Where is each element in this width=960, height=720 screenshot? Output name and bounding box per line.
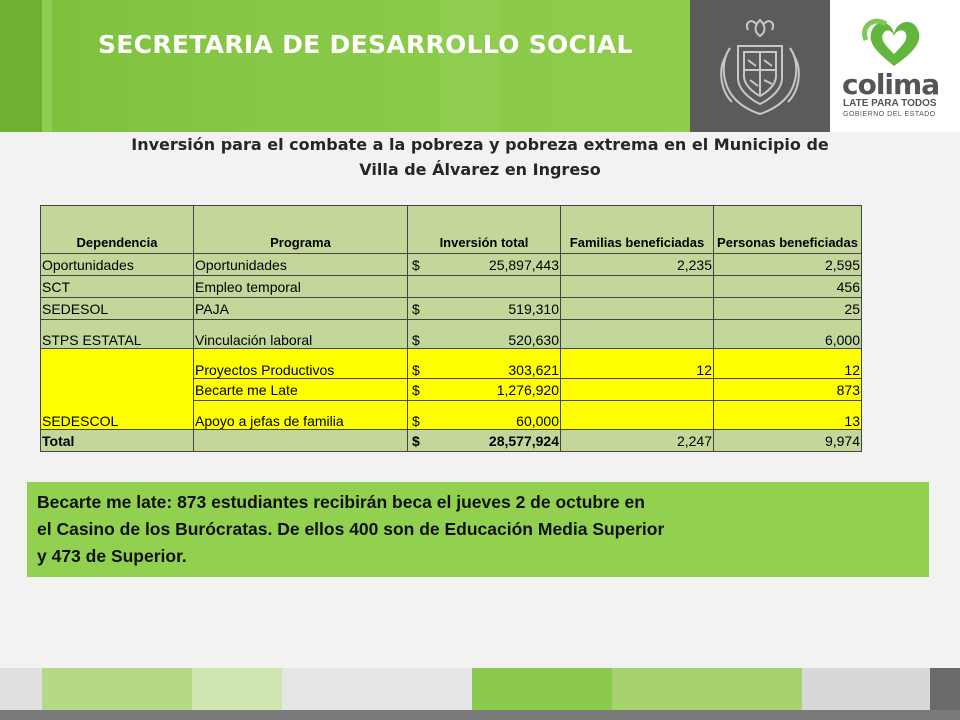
header-inversion: Inversión total (408, 206, 561, 254)
table-row (41, 349, 862, 379)
header-green-panel (0, 0, 690, 132)
cell-inversion (408, 298, 561, 320)
cell-personas: 2,595 (714, 254, 862, 276)
amount: 28,577,924 (488, 432, 559, 449)
table-header-row (41, 206, 862, 254)
cell-dependencia: SEDESOL (41, 298, 194, 320)
cell-inversion (408, 320, 561, 349)
header-familias: Familias beneficiadas (561, 206, 714, 254)
cell-dependencia-sedescol: SEDESCOL (41, 349, 194, 430)
cell-personas: 13 (714, 401, 862, 430)
currency-sign: $ (412, 381, 420, 398)
footer-strip (0, 668, 960, 720)
cell-programa: Oportunidades (194, 254, 408, 276)
cell-familias (561, 298, 714, 320)
note-line: y 473 de Superior. (37, 546, 187, 566)
currency-sign: $ (412, 300, 420, 317)
subtitle-line: Inversión para el combate a la pobreza y pobreza extrema en el Municipio de (131, 135, 829, 154)
amount: 60,000 (516, 413, 559, 429)
amount: 520,630 (508, 332, 559, 348)
cell-programa: Vinculación laboral (194, 320, 408, 349)
cell-personas: 25 (714, 298, 862, 320)
cell-inversion (408, 254, 561, 276)
colima-logo-tagline: LATE PARA TODOS (843, 98, 937, 109)
cell-familias (561, 276, 714, 298)
cell-familias (561, 320, 714, 349)
header-stripe (42, 0, 52, 132)
cell-dependencia: STPS ESTATAL (41, 320, 194, 349)
cell-inversion (408, 349, 561, 379)
colima-logo-subline: GOBIERNO DEL ESTADO (843, 111, 936, 118)
cell-total-personas: 9,974 (714, 430, 862, 452)
amount: 25,897,443 (488, 256, 559, 273)
table-row (41, 298, 862, 320)
note-box (27, 482, 929, 577)
cell-dependencia: SCT (41, 276, 194, 298)
cell-inversion (408, 276, 561, 298)
header-stripe (440, 0, 500, 132)
cell-dependencia: Oportunidades (41, 254, 194, 276)
cell-total-inversion (408, 430, 561, 452)
currency-sign: $ (412, 332, 420, 348)
table-total-row (41, 430, 862, 452)
subtitle-line: Villa de Álvarez en Ingreso (359, 160, 601, 179)
header-personas: Personas beneficiadas (714, 206, 862, 254)
amount: 1,276,920 (496, 381, 559, 398)
cell-programa: Apoyo a jefas de familia (194, 401, 408, 430)
investment-table (40, 205, 862, 452)
page-title: SECRETARIA DE DESARROLLO SOCIAL (98, 30, 633, 59)
state-seal-icon (710, 12, 810, 122)
cell-empty (194, 430, 408, 452)
cell-programa: Becarte me Late (194, 379, 408, 401)
amount: 303,621 (508, 362, 559, 378)
note-line: Becarte me late: 873 estudiantes recibirán beca el jueves 2 de octubre en (37, 492, 645, 512)
footer-base (0, 710, 960, 720)
colima-logo-word: colima (842, 68, 940, 101)
cell-personas: 873 (714, 379, 862, 401)
header-dependencia: Dependencia (41, 206, 194, 254)
cell-inversion (408, 401, 561, 430)
cell-personas: 12 (714, 349, 862, 379)
amount: 519,310 (508, 300, 559, 317)
cell-familias: 2,235 (561, 254, 714, 276)
note-text (37, 489, 927, 570)
cell-familias: 12 (561, 349, 714, 379)
cell-familias (561, 401, 714, 430)
header-stripe (0, 0, 42, 132)
table-row (41, 320, 862, 349)
cell-familias (561, 379, 714, 401)
table-row (41, 276, 862, 298)
cell-inversion (408, 379, 561, 401)
note-line: el Casino de los Burócratas. De ellos 400 son de Educación Media Superior (37, 519, 665, 539)
header-banner (0, 0, 960, 132)
cell-programa: Proyectos Productivos (194, 349, 408, 379)
cell-personas: 456 (714, 276, 862, 298)
table-row (41, 254, 862, 276)
cell-total-label: Total (41, 430, 194, 452)
cell-total-familias: 2,247 (561, 430, 714, 452)
currency-sign: $ (412, 432, 420, 449)
cell-personas: 6,000 (714, 320, 862, 349)
slide-subtitle (60, 132, 900, 182)
header-programa: Programa (194, 206, 408, 254)
currency-sign: $ (412, 362, 420, 378)
cell-programa: PAJA (194, 298, 408, 320)
currency-sign: $ (412, 256, 420, 273)
currency-sign: $ (412, 413, 420, 429)
cell-programa: Empleo temporal (194, 276, 408, 298)
